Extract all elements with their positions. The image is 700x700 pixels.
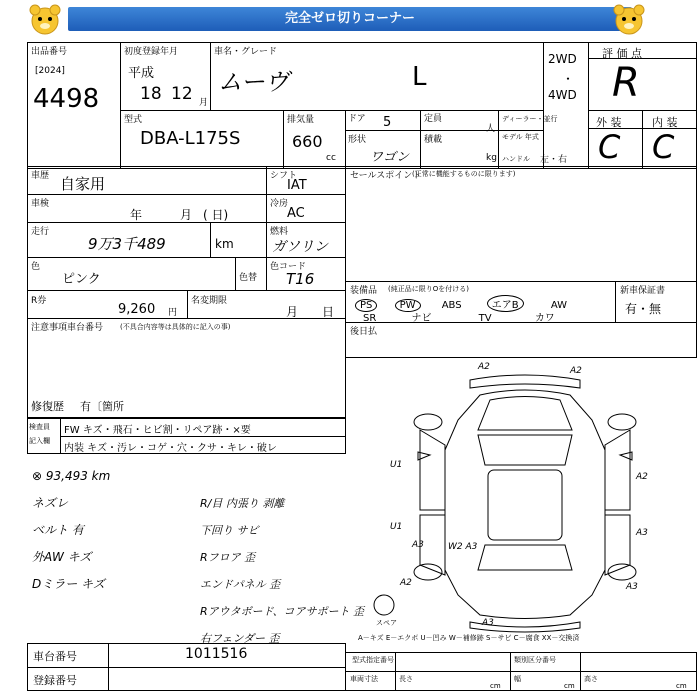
- recycle-label: R券: [31, 296, 47, 306]
- equipment-navi: ナビ: [411, 313, 432, 324]
- inspector-ext-row: FW キズ・飛石・ヒビ割・リペア跡・×要: [64, 425, 251, 436]
- diagram-mark: A2: [400, 578, 412, 588]
- sales-point-sub: (正常に機能するものに限ります): [412, 170, 516, 178]
- diagram-mark: W2 A3: [448, 542, 478, 552]
- diagram-mark: U1: [390, 460, 403, 470]
- exterior-label: 外 装: [596, 116, 622, 129]
- first-reg-year: 18: [140, 84, 162, 104]
- post-attach-label: 後日払: [350, 327, 378, 337]
- displacement-value: 660: [292, 132, 323, 151]
- cooler-label: 冷房: [270, 199, 289, 209]
- equipment-abs: ABS: [441, 300, 462, 311]
- repair-label: 修復歴: [31, 400, 64, 413]
- note-left: Dミラー キズ: [32, 577, 105, 591]
- notes-label: 注意事項車台番号: [31, 323, 104, 333]
- lot-number: 4498: [33, 84, 100, 114]
- equipment-tv: TV: [478, 313, 492, 324]
- inspector-int-row: 内装 キズ・汚レ・コゲ・穴・クサ・キレ・破レ: [64, 443, 277, 454]
- vehicle-dimension-label: 車両寸法: [350, 675, 378, 683]
- chassis-label: 車台番号: [33, 650, 77, 663]
- interior-grade: C: [652, 128, 675, 166]
- equipment-aw: AW: [550, 300, 567, 311]
- notes-sub: (不具合内容等は具体的に記入の事): [120, 323, 231, 331]
- model-spec-label: 型式指定番号: [352, 656, 394, 664]
- fuel-label: 燃料: [270, 227, 289, 237]
- equipment-sub: (純正品に限りOを付ける): [388, 285, 469, 293]
- color-label: 色: [31, 262, 41, 272]
- diagram-mark: A2: [478, 362, 490, 372]
- equipment-leather: カワ: [534, 313, 555, 324]
- history-label: 車歴: [31, 171, 50, 181]
- diagram-mark: A3: [412, 540, 424, 550]
- body-type-label: 形状: [348, 135, 367, 145]
- header: [0, 0, 700, 40]
- sales-point-label: セールスポイント: [350, 171, 422, 181]
- width-unit: cm: [564, 682, 575, 690]
- page-title: 完全ゼロ切りコーナー: [68, 7, 632, 31]
- model-label: 型式: [124, 115, 143, 125]
- width-label: 幅: [514, 675, 521, 683]
- post-attach-box: [345, 322, 697, 358]
- repair-value: 有〔箇所: [80, 400, 124, 413]
- first-reg-month: 12: [171, 84, 193, 104]
- new-warranty-value: 有・無: [625, 302, 662, 316]
- shift-label: シフト: [270, 171, 298, 181]
- drive-4wd: 4WD: [548, 88, 577, 102]
- exterior-grade: C: [598, 128, 621, 166]
- handle-value: 左・右: [540, 155, 568, 165]
- equipment-airbag: エアB: [487, 295, 524, 312]
- model-year-label: モデル 年式: [502, 133, 539, 141]
- diagram-mark: A3: [482, 618, 494, 628]
- handwritten-notes-right: [200, 490, 364, 652]
- mileage-unit: km: [215, 237, 234, 251]
- name-change-day: 日: [322, 305, 335, 319]
- class-label: 類別区分番号: [514, 656, 556, 664]
- color-code-label: 色コード: [270, 262, 307, 272]
- name-change-label: 名変期限: [191, 296, 228, 306]
- doors-label: ドア: [348, 114, 366, 124]
- note-left: ベルト 有: [32, 523, 84, 537]
- body-type-value: ワゴン: [370, 150, 410, 165]
- inspection-month: 月: [180, 208, 193, 222]
- dealer-label: ディーラー・並行: [502, 115, 558, 123]
- note-left: ネズレ: [32, 496, 69, 510]
- color-code-value: T16: [286, 270, 315, 288]
- doors-value: 5: [383, 115, 392, 130]
- load-label: 積載: [424, 135, 443, 145]
- chassis-value: 1011516: [185, 646, 248, 662]
- capacity-unit: 人: [486, 124, 496, 134]
- fuel-value: ガソリン: [272, 239, 328, 255]
- note-left: 外AW キズ: [32, 550, 92, 564]
- inspection-day: ( 日): [203, 208, 229, 222]
- spare-label: スペア: [376, 619, 397, 627]
- shift-value: IAT: [287, 178, 307, 193]
- handle-label: ハンドル: [502, 155, 530, 163]
- displacement-label: 排気量: [287, 115, 315, 125]
- equipment-pw: PW: [395, 299, 421, 312]
- inspector-label2: 記入欄: [29, 437, 50, 445]
- note-right: 下回り サビ: [200, 524, 259, 537]
- cooler-value: AC: [287, 206, 305, 221]
- length-label: 長さ: [399, 675, 413, 683]
- note-right: 右フェンダー 歪: [200, 632, 280, 645]
- mileage-value: 9万3千489: [88, 235, 166, 253]
- color-change-label: 色替: [239, 273, 258, 283]
- diagram-mark: A3: [636, 528, 648, 538]
- lot-label: 出品番号: [31, 47, 68, 57]
- bear-mascot-icon: [612, 3, 646, 37]
- grade-value: R: [612, 60, 640, 106]
- length-unit: cm: [490, 682, 501, 690]
- note-left: ⊗ 93,493 km: [32, 469, 111, 483]
- equipment-label: 装備品: [350, 286, 378, 296]
- model-value: DBA-L175S: [140, 128, 241, 149]
- diagram-mark: A3: [626, 582, 638, 592]
- height-unit: cm: [676, 682, 687, 690]
- capacity-label: 定員: [424, 114, 443, 124]
- month-unit: 月: [199, 98, 209, 108]
- bear-mascot-icon: [28, 3, 62, 37]
- diagram-mark: A2: [636, 472, 648, 482]
- drive-2wd: 2WD: [548, 52, 577, 66]
- car-grade: L: [412, 62, 427, 92]
- note-right: エンドパネル 歪: [200, 578, 281, 591]
- color-value: ピンク: [62, 272, 101, 287]
- damage-legend: A－キズ E－エクボ U－凹み W－補修跡 S－サビ C－腐食 XX－交換済: [358, 634, 580, 642]
- equipment-sr: SR: [363, 313, 377, 324]
- load-unit: kg: [486, 153, 497, 163]
- first-reg-era: 平成: [128, 66, 155, 81]
- car-damage-diagram: [360, 360, 690, 635]
- recycle-unit: 円: [168, 308, 178, 318]
- recycle-value: 9,260: [118, 302, 156, 317]
- inspector-label: 検査員: [29, 423, 50, 431]
- grade-label: 評 価 点: [602, 47, 642, 60]
- car-name: ムーヴ: [218, 68, 289, 96]
- interior-label: 内 装: [652, 116, 678, 129]
- lot-year: [2024]: [35, 66, 65, 76]
- displacement-unit: cc: [326, 153, 336, 163]
- handwritten-notes-left: [32, 463, 110, 598]
- note-right: Rフロア 歪: [200, 551, 256, 564]
- diagram-mark: U1: [390, 522, 403, 532]
- car-name-label: 車名・グレード: [214, 47, 278, 57]
- new-warranty-label: 新車保証書: [620, 286, 666, 296]
- name-change-month: 月: [286, 305, 299, 319]
- first-reg-label: 初度登録年月: [124, 47, 179, 57]
- mileage-label: 走行: [31, 227, 50, 237]
- sales-point-box: [345, 166, 697, 282]
- diagram-mark: A2: [570, 366, 582, 376]
- inspection-year: 年: [130, 208, 143, 222]
- note-right: R/目 内張り 剥離: [200, 497, 285, 510]
- history-value: 自家用: [60, 175, 106, 193]
- note-right: Rアウタボード、コアサポート 歪: [200, 605, 365, 618]
- inspection-label: 車検: [31, 199, 50, 209]
- registration-label: 登録番号: [33, 674, 77, 687]
- height-label: 高さ: [584, 675, 598, 683]
- equipment-ps: PS: [355, 299, 377, 312]
- drive-dot: ・: [562, 72, 575, 86]
